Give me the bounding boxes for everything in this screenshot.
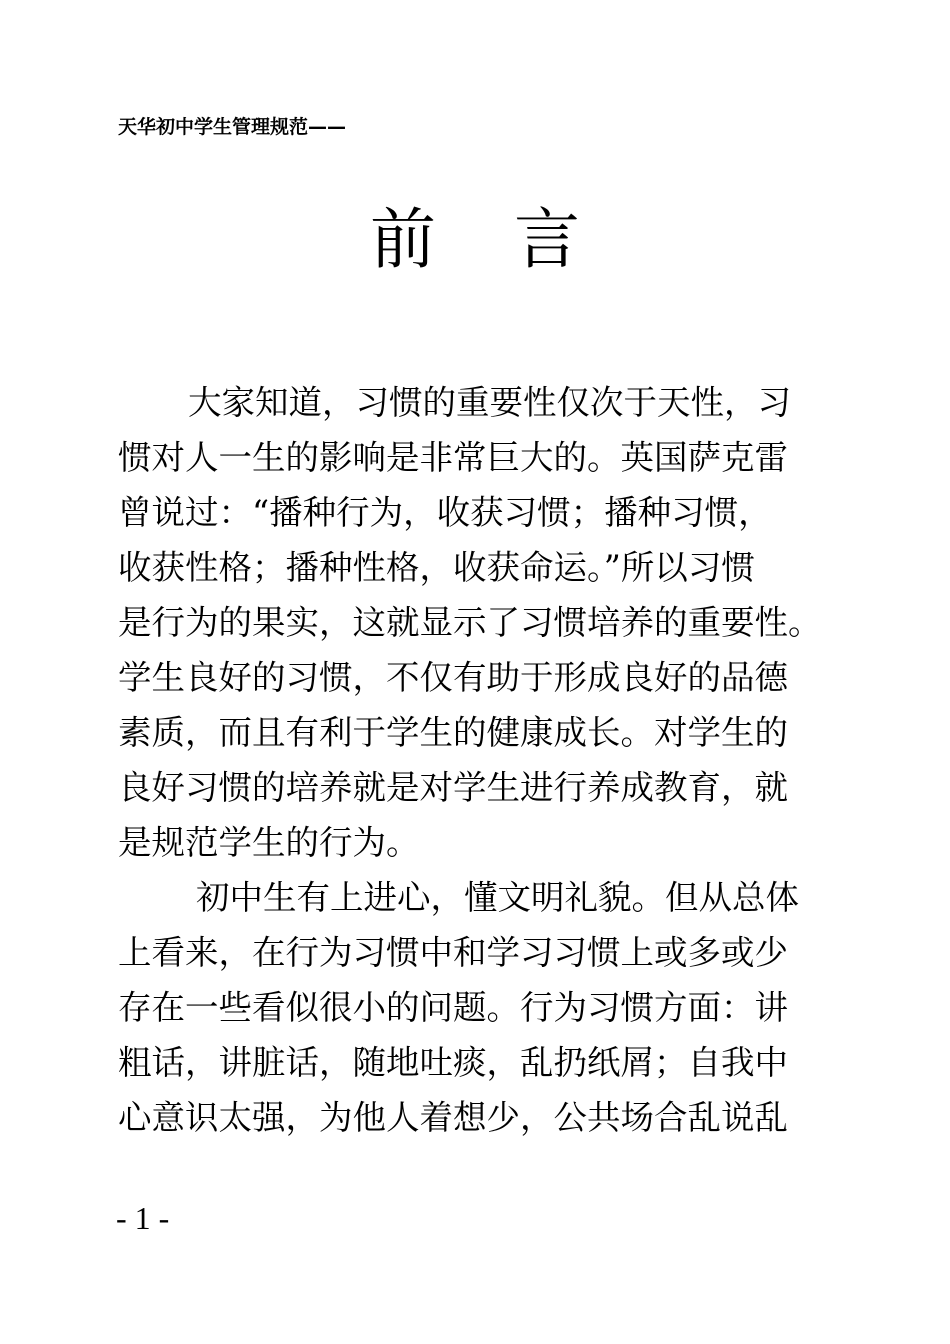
text-line: 是行为的果实，这就显示了习惯培养的重要性。 [118,603,822,642]
text-line: 是规范学生的行为。 [118,823,420,862]
page-number: - 1 - [116,1200,170,1236]
paragraph-1 [118,375,838,870]
text-line: 上看来，在行为习惯中和学习习惯上或多或少 [118,933,788,972]
page-title: 前言 [370,201,658,278]
paragraph-2 [118,870,838,1145]
text-line: 素质，而且有利于学生的健康成长。对学生的 [118,713,788,752]
text-line: 粗话，讲脏话，随地吐痰，乱扔纸屑；自我中 [118,1043,788,1082]
body-text [118,375,838,1145]
text-line: 良好习惯的培养就是对学生进行养成教育，就 [118,768,788,807]
text-line: 心意识太强，为他人着想少，公共场合乱说乱 [118,1098,788,1137]
text-line: 曾说过：“播种行为，收获习惯；播种习惯， [118,493,772,532]
running-header: 天华初中学生管理规范—— [118,116,347,138]
text-line: 大家知道，习惯的重要性仅次于天性，习 [188,383,791,422]
text-line: 收获性格；播种性格，收获命运。”所以习惯 [118,548,755,587]
text-line: 存在一些看似很小的问题。行为习惯方面：讲 [118,988,788,1027]
text-line: 学生良好的习惯，不仅有助于形成良好的品德 [118,658,788,697]
text-line: 惯对人一生的影响是非常巨大的。英国萨克雷 [118,438,788,477]
text-line: 初中生有上进心，懂文明礼貌。但从总体 [196,878,799,917]
